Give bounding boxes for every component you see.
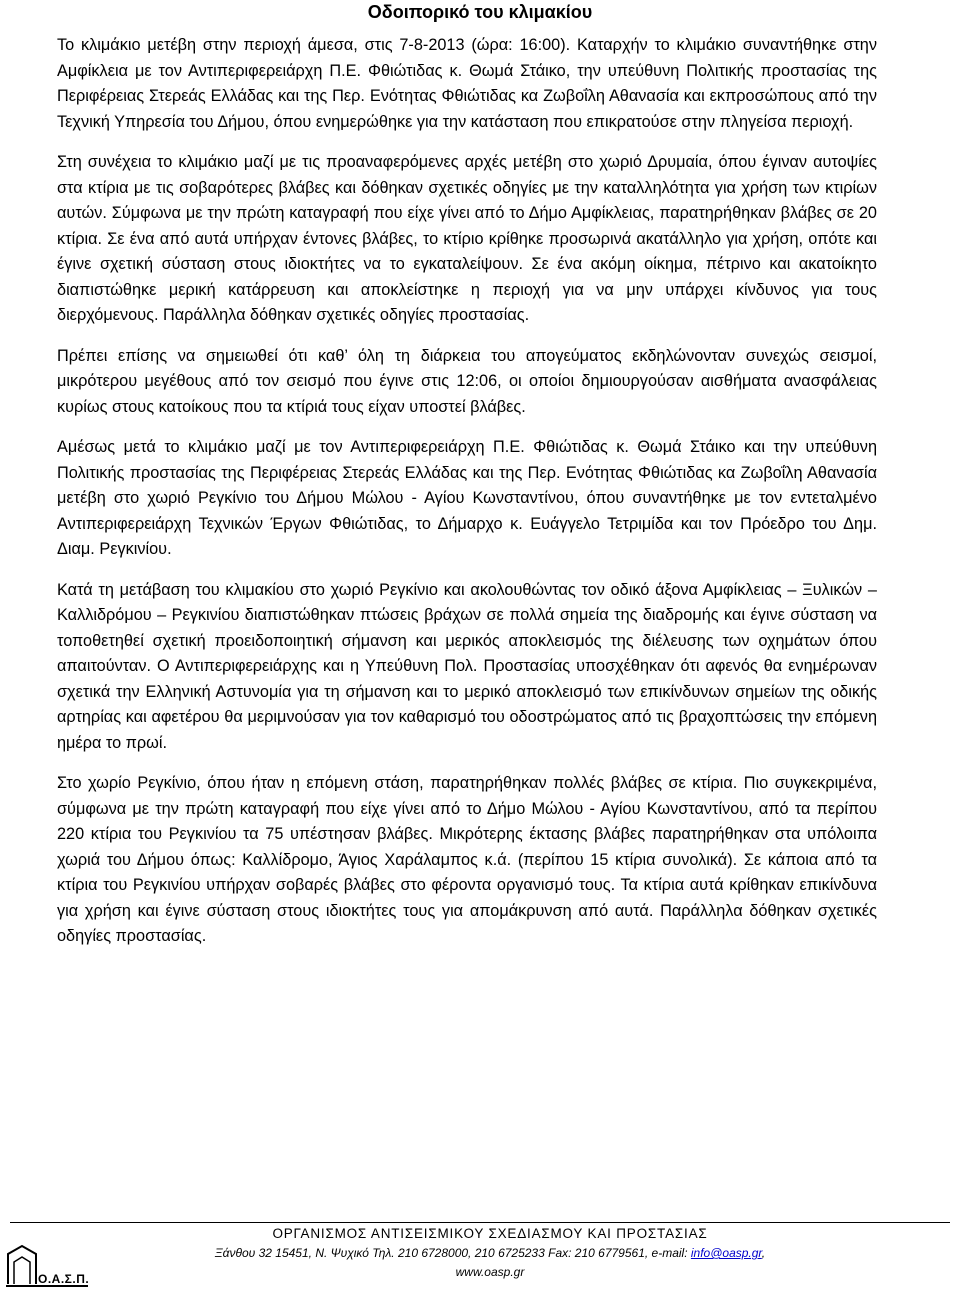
paragraph-4: Αμέσως μετά το κλιμάκιο μαζί με τον Αντιπεριφερειάρχη Π.Ε. Φθιώτιδας κ. Θωμά Στάικο και την υπεύθυνη Πολιτικής προστασίας της Περιφέρειας Στερεάς Ελλάδας και της Περ. Ενότητας Φθιώτιδας κα Ζωβοΐλη Αθανασία μετέβη στο χωριό Ρεγκίνιο του Δήμου Μώλου - Αγίου Κωνσταντίνου, όπου συναντήθηκε με τον εντεταλμένο Αντιπεριφερειάρχη Τεχνικών Έργων Φθιώτιδας, το Δήμαρχο κ. Ευάγγελο Τετριμίδα και τον Πρόεδρο του Δημ. Διαμ. Ρεγκινίου.: [57, 438, 877, 558]
contact-suffix: ,: [761, 1246, 766, 1260]
footer-divider: [10, 1222, 950, 1223]
paragraph-5: Κατά τη μετάβαση του κλιμακίου στο χωριό Ρεγκίνιο και ακολουθώντας τον οδικό άξονα Αμφίκλειας – Ξυλικών – Καλλιδρόμου – Ρεγκινίου διαπιστώθηκαν πτώσεις βράχων σε πολλά σημεία της διαδρομής και έγινε σύσταση να τοποθετηθεί σχετική προειδοποιητική σήμανση και μερικός αποκλεισμός της διέλευσης των οχημάτων όπου απαιτούνταν. Ο Αντιπεριφερειάρχης και η Υπεύθυνη Πολ. Προστασίας υποσχέθηκαν ότι αφενός θα ενημέρωναν σχετικά την Ελληνική Αστυνομία για τη σήμανση και το μερικό αποκλεισμό των επικίνδυνων σημείων της οδικής αρτηρίας και αφετέρου θα μεριμνούσαν για τον καθαρισμό του οδοστρώματος από τις βραχοπτώσεις την επόμενη ημέρα το πρωί.: [57, 580, 877, 752]
organization-name: ΟΡΓΑΝΙΣΜΟΣ ΑΝΤΙΣΕΙΣΜΙΚΟΥ ΣΧΕΔΙΑΣΜΟΥ ΚΑΙ ΠΡΟΣΤΑΣΙΑΣ: [272, 1226, 708, 1241]
contact-line: [0, 1245, 960, 1261]
paragraph-3: Πρέπει επίσης να σημειωθεί ότι καθ’ όλη τη διάρκεια του απογεύματος εκδηλώνονταν συνεχώς σεισμοί, μικρότερου μεγέθους από τον σεισμό που έγινε στις 12:06, οι οποίοι δημιουργούσαν αισθήματα ανασφάλειας κυρίως στους κατοίκους που τα κτίριά τους είχαν υποστεί βλάβες.: [57, 346, 877, 416]
document-body: [57, 33, 877, 965]
website-link[interactable]: www.oasp.gr: [455, 1265, 525, 1279]
paragraph-2: Στη συνέχεια το κλιμάκιο μαζί με τις προαναφερόμενες αρχές μετέβη στο χωριό Δρυμαία, όπου έγιναν αυτοψίες στα κτίρια με τις σοβαρότερες βλάβες και δόθηκαν σχετικές οδηγίες με την καταλληλότητα για χρήση των κτιρίων αυτών. Σύμφωνα με την πρώτη καταγραφή που είχε γίνει από το Δήμο Αμφίκλειας, παρατηρήθηκαν βλάβες σε 20 κτίρια. Σε ένα από αυτά υπήρχαν έντονες βλάβες, το κτίριο κρίθηκε προσωρινά ακατάλληλο για χρήση, οπότε και έγινε σχετική σύσταση στους ιδιοκτήτες να το εγκαταλείψουν. Σε ένα ακόμη οίκημα, πέτρινο και ακατοίκητο διαπιστώθηκε μερική κατάρρευση και αποκλείστηκε η περιοχή για να μην υπάρχει κίνδυνος για τους διερχόμενους. Παράλληλα δόθηκαν σχετικές οδηγίες προστασίας.: [57, 153, 877, 324]
paragraph-6: Στο χωρίο Ρεγκίνιο, όπου ήταν η επόμενη στάση, παρατηρήθηκαν πολλές βλάβες σε κτίρια. Πιο συγκεκριμένα, σύμφωνα με την πρώτη καταγραφή που είχε γίνει από το Δήμο Μώλου - Αγίου Κωνσταντίνου, από τα περίπου 220 κτίρια του Ρεγκινίου τα 75 υπέστησαν βλάβες. Μικρότερης έκτασης βλάβες παρατηρήθηκαν στα υπόλοιπα χωριά του Δήμου όπως: Καλλίδρομο, Άγιος Χαράλαμπος κ.ά. (περίπου 15 κτίρια συνολικά). Σε κάποια από τα κτίρια του Ρεγκινίου υπήρχαν σοβαρές βλάβες στο φέροντα οργανισμό τους. Τα κτίρια αυτά κρίθηκαν επικίνδυνα για χρήση και έγινε σύσταση στους ιδιοκτήτες τους για απομάκρυνση από αυτά. Παράλληλα δόθηκαν σχετικές οδηγίες προστασίας.: [57, 774, 877, 945]
paragraph-1: Το κλιμάκιο μετέβη στην περιοχή άμεσα, στις 7-8-2013 (ώρα: 16:00). Καταρχήν το κλιμάκιο συναντήθηκε στην Αμφίκλεια με τον Αντιπεριφερειάρχη Π.Ε. Φθιώτιδας κ. Θωμά Στάικο, την υπεύθυνη Πολιτικής προστασίας της Περιφέρειας Στερεάς Ελλάδας και της Περ. Ενότητας Φθιώτιδας κα Ζωβοΐλη Αθανασία και εκπροσώπους από την Τεχνική Υπηρεσία του Δήμου, όπου ενημερώθηκε για την κατάσταση που επικρατούσε στην πληγείσα περιοχή.: [57, 36, 877, 131]
logo-text: Ο.Α.Σ.Π.: [38, 1272, 90, 1286]
document-title: Οδοιπορικό του κλιμακίου: [367, 2, 593, 22]
email-link[interactable]: info@oasp.gr: [690, 1246, 762, 1260]
page-footer: [0, 1220, 960, 1293]
contact-details: Ξάνθου 32 15451, Ν. Ψυχικό Τηλ. 210 6728000, 210 6725233 Fax: 210 6779561, e-mail:: [214, 1246, 691, 1260]
